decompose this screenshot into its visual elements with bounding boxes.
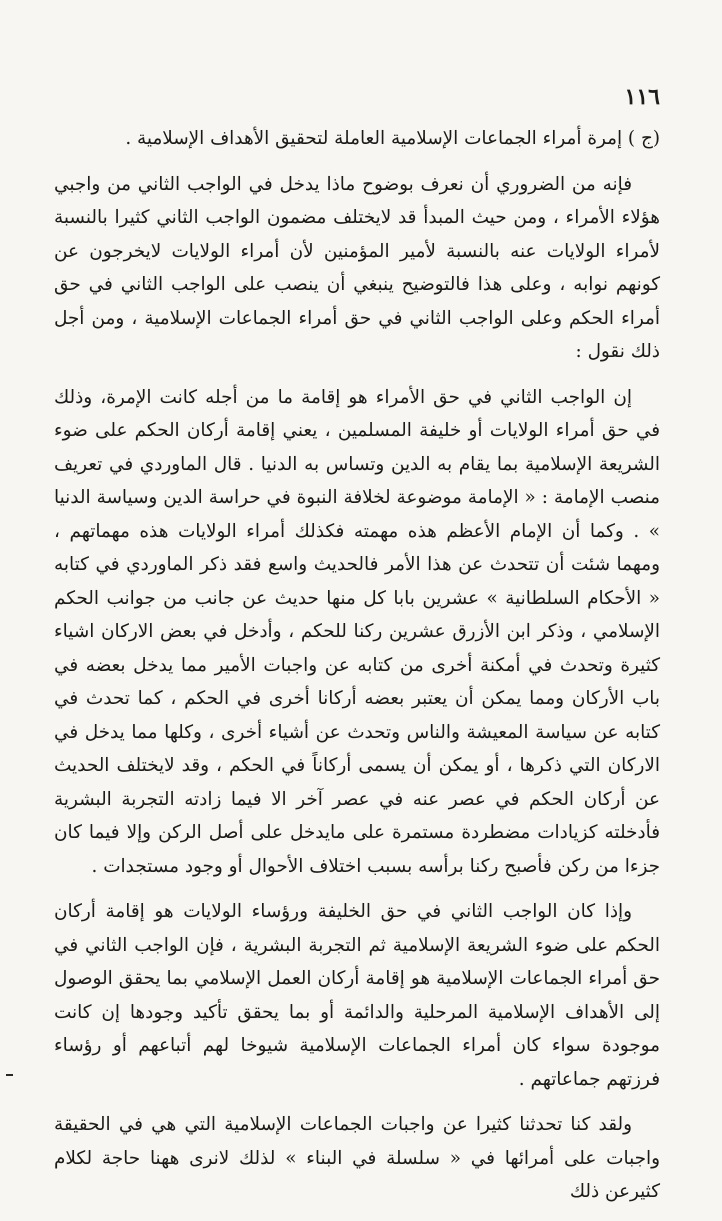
paragraph-1: فإنه من الضروري أن نعرف بوضوح ماذا يدخل في الواجب الثاني من واجبي هؤلاء الأمراء ، ومن حيث المبدأ قد لايختلف مضمون الواجب الثاني كثيرا بالنسبة لأمراء الولايات عنه بالنسبة لأمير المؤمنين لأن أمراء الولايات لايخرجون عن كونهم نوابه ، وعلى هذا فالتوضيح ينبغي أن ينصب على الواجب الثاني في حق أمراء الحكم وعلى الواجب الثاني في حق أمراء الجماعات الإسلامية ، ومن أجل ذلك نقول : — [54, 173, 660, 362]
scan-edge-mark — [6, 1074, 13, 1076]
paragraph-2: إن الواجب الثاني في حق الأمراء هو إقامة ما من أجله كانت الإمرة، وذلك في حق أمراء الولايات أو خليفة المسلمين ، يعني إقامة أركان الحكم على ضوء الشريعة الإسلامية بما يقام به الدين وتساس به الدنيا . قال الماوردي في تعريف منصب الإمامة : « الإمامة موضوعة لخلافة النبوة في حراسة الدين وسياسة الدنيا » . وكما أن الإمام الأعظم هذه مهمته فكذلك أمراء الولايات هذه مهماتهم ، ومهما شئت أن تتحدث عن هذا الأمر فالحديث واسع فقد ذكر الماوردي في كتابه « الأحكام السلطانية » عشرين بابا كل منها حديث عن جانب من جوانب الحكم الإسلامي ، وذكر ابن الأزرق عشرين ركنا للحكم ، وأدخل في بعض الاركان اشياء كثيرة وتحدث في أمكنة أخرى من كتابه عن واجبات الأمير مما يدخل بعضه في باب الأركان ومما يمكن أن يعتبر بعضه أركانا أخرى في الحكم ، كما تحدث في كتابه عن سياسة المعيشة والناس وتحدث عن أشياء أخرى ، وكلها مما يدخل في الاركان التي ذكرها ، أو يمكن أن يسمى أركاناً في الحكم ، وقد لايختلف الحديث عن أركان الحكم في عصر عنه في عصر آخر الا فيما زادته التجربة البشرية فأدخلته كزيادات مضطردة مستمرة على مايدخل على أصل الركن وإلا فيما كان جزءا من ركن فأصبح ركنا برأسه بسبب اختلاف الأحوال أو وجود مستجدات . — [54, 386, 660, 877]
page-number: ١١٦ — [624, 84, 660, 110]
paragraph-3: وإذا كان الواجب الثاني في حق الخليفة ورؤساء الولايات هو إقامة أركان الحكم على ضوء الشريعة الإسلامية ثم التجربة البشرية ، فإن الواجب الثاني في حق أمراء الجماعات الإسلامية هو إقامة أركان العمل الإسلامي بما يحقق الوصول إلى الأهداف الإسلامية المرحلية والدائمة أو بما يحقق تأكيد وجودها إن كانت موجودة سواء كان أمراء الجماعات الإسلامية شيوخا لهم أتباعهم أو رؤساء فرزتهم جماعاتهم . — [54, 901, 660, 1090]
section-heading: (ج ) إمرة أمراء الجماعات الإسلامية العاملة لتحقيق الأهداف الإسلامية . — [125, 128, 660, 149]
paragraph-4: ولقد كنا تحدثنا كثيرا عن واجبات الجماعات الإسلامية التي هي في الحقيقة واجبات على أمرائها في « سلسلة في البناء » لذلك لانرى ههنا حاجة لكلام كثيرعن ذلك — [54, 1114, 660, 1202]
page-content — [54, 122, 660, 1221]
